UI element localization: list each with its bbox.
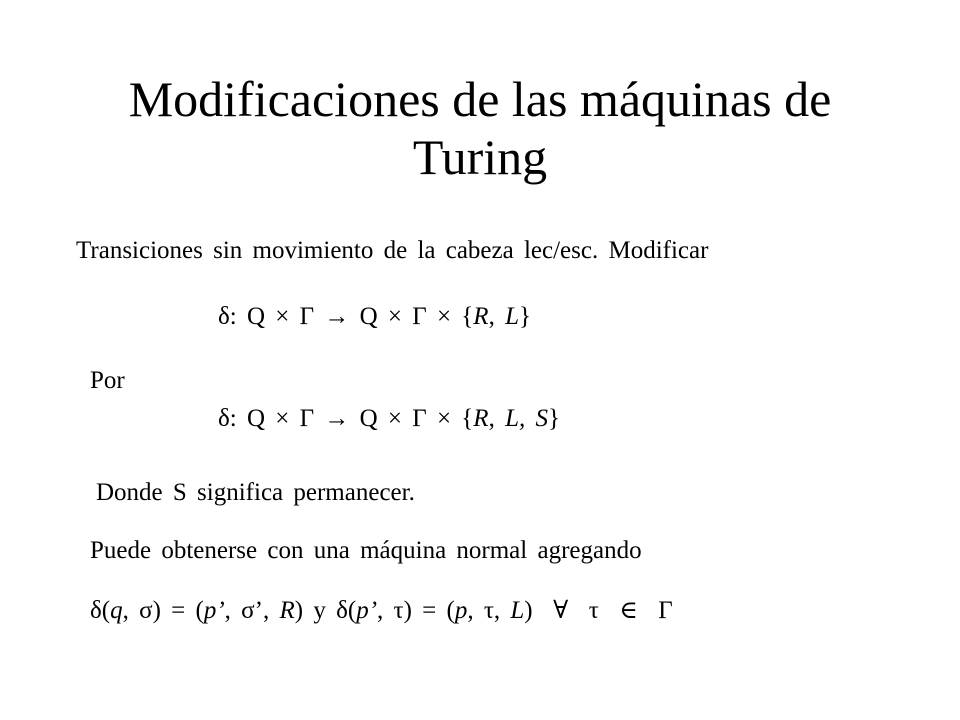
por-label: Por	[90, 367, 125, 394]
formula-original-prefix: δ: Q × Γ → Q × Γ × {	[218, 303, 474, 330]
formula-original-l: L	[505, 303, 519, 330]
eq-part-3: , σ’,	[224, 597, 280, 624]
formula-modified-comma: ,	[488, 405, 506, 432]
puede-text: Puede obtenerse con una máquina normal agregando	[90, 537, 642, 564]
eq-part-5: , τ) = (	[377, 597, 455, 624]
eq-part-7: ) ∀ τ ∈ Γ	[524, 597, 673, 624]
formula-modified-suffix: }	[547, 405, 560, 432]
formula-modified-space	[525, 405, 535, 432]
eq-part-1: δ(	[90, 597, 111, 624]
eq-p: p	[454, 597, 468, 624]
formula-modified-s: S	[535, 405, 548, 432]
eq-p-prime-2: p’	[356, 597, 378, 624]
title-line-1: Modificaciones de las máquinas de	[128, 71, 832, 127]
formula-modified	[218, 404, 560, 434]
formula-equivalence	[90, 596, 673, 626]
eq-part-6: , τ,	[467, 597, 511, 624]
formula-original-r: R	[473, 303, 489, 330]
eq-p-prime-1: p’	[203, 597, 225, 624]
formula-original-suffix: }	[518, 303, 531, 330]
formula-modified-l: L,	[505, 405, 526, 432]
title-line-2: Turing	[412, 129, 548, 185]
intro-text: Transiciones sin movimiento de la cabeza lec/esc. Modificar	[76, 237, 709, 264]
eq-part-4: ) y δ(	[294, 597, 357, 624]
formula-modified-prefix: δ: Q × Γ → Q × Γ × {	[218, 405, 474, 432]
formula-modified-r: R	[473, 405, 489, 432]
formula-original-comma: ,	[488, 303, 506, 330]
eq-r: R	[279, 597, 295, 624]
slide-title	[0, 70, 960, 186]
eq-l: L	[510, 597, 525, 624]
formula-original	[218, 302, 531, 332]
donde-text: Donde S significa permanecer.	[96, 479, 415, 506]
eq-part-2: , σ) = (	[122, 597, 204, 624]
eq-q: q	[110, 597, 123, 624]
